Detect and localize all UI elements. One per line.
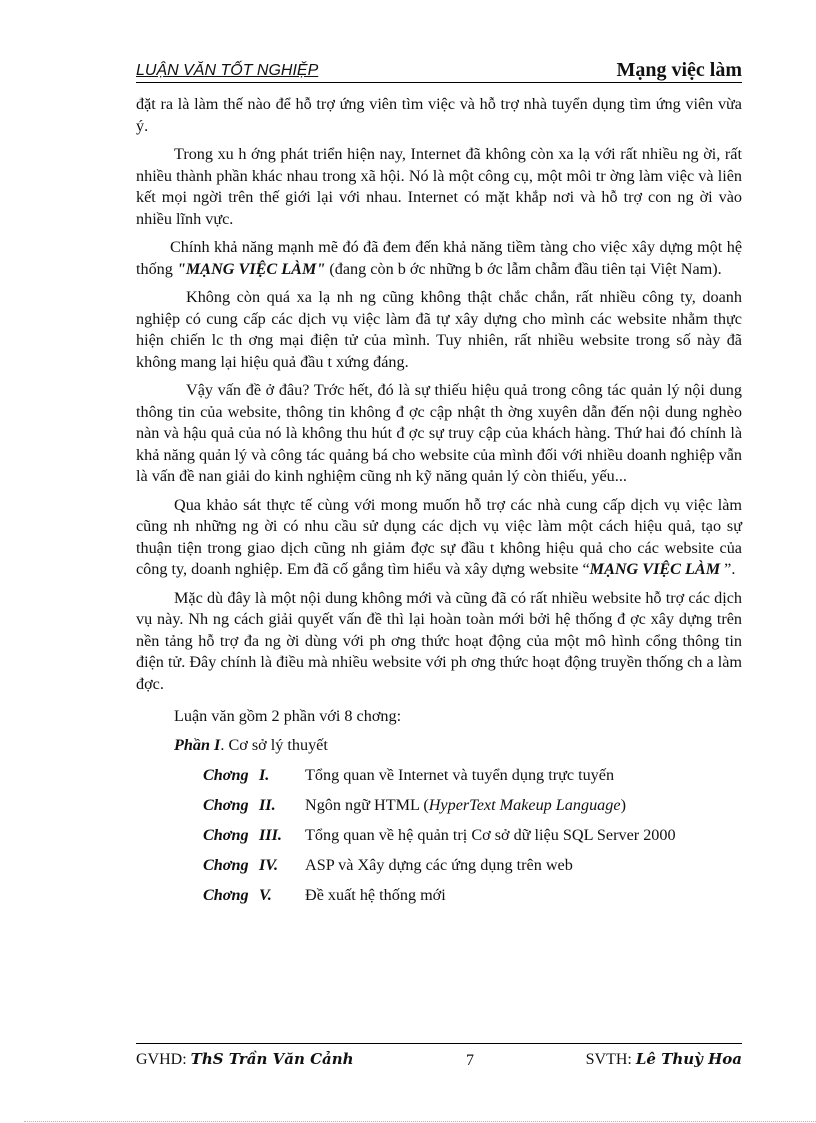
paragraph-3-emphasis: "MẠNG VIỆC LÀM": [176, 259, 326, 278]
chapter-title: [305, 790, 626, 820]
chapter-item: [203, 790, 742, 820]
page-edge-divider: [24, 1121, 816, 1122]
part-heading: [174, 731, 742, 760]
paragraph-3-text-b: (đang còn b ớc những b ớc lẫm chẫm đầu tiên tại Việt Nam).: [325, 259, 722, 278]
chapter-item: [203, 820, 742, 850]
chapter-item: [203, 850, 742, 880]
page-footer: [136, 1043, 742, 1074]
paragraph-3-text-a: Chính khả năng mạnh mẽ đó đã đem đến khả năng tiềm tàng cho việc xây dựng một hệ thống: [136, 238, 742, 278]
chapter-label: Chơng: [203, 886, 249, 904]
paragraph-6: [136, 495, 742, 581]
page-body: [136, 94, 742, 910]
chapter-label: Chơng: [203, 796, 249, 814]
chapter-label: Chơng: [203, 856, 249, 874]
part-label: Phần I: [174, 736, 221, 754]
chapter-number: I.: [259, 766, 270, 784]
chapter-item: [203, 880, 742, 910]
paragraph-4: Không còn quá xa lạ nh ng cũng không thật chắc chắn, rất nhiều công ty, doanh nghiệp có cung cấp các dịch vụ việc làm đã tự xây dựng cho mình các website nhằm thực hiện chiến lc th ơng mại điện tử của mình. Tuy nhiên, rất nhiều website trong số này đã không mang lại hiệu quả đầu t xứng đáng.: [136, 288, 742, 371]
paragraph-6-text-b: ”.: [720, 560, 736, 578]
chapter-title-b: ): [620, 796, 626, 814]
paragraph-1: đặt ra là làm thế nào để hỗ trợ ứng viên tìm việc và hỗ trợ nhà tuyển dụng tìm ứng viên vừa ý.: [136, 95, 742, 135]
paragraph-5: Vậy vấn đề ở đâu? Trớc hết, đó là sự thiếu hiệu quả trong công tác quản lý nội dung thông tin của website, thông tin không đ ợc cập nhật th ờng xuyên dẫn đến nội dung nghèo nàn và hậu quả của nó là không thu hút đ ợc sự truy cập của khách hàng. Thứ hai đó chính là khả năng quản lý và công tác quảng bá cho website của mình đối với nhiều doanh nghiệp vẫn là vấn đề nan giải do kinh nghiệm cũng nh kỹ năng quản lý còn thiếu, yếu...: [136, 381, 742, 485]
header-topic: Mạng việc làm: [616, 59, 742, 81]
chapter-title: ASP và Xây dựng các ứng dụng trên web: [305, 856, 573, 874]
footer-student: [586, 1050, 742, 1069]
paragraph-6-emphasis: MẠNG VIỆC LÀM: [589, 560, 721, 578]
chapter-title: Đề xuất hệ thống mới: [305, 886, 446, 904]
student-label: SVTH:: [585, 1051, 636, 1068]
outline-intro: Luận văn gồm 2 phần với 8 chơng:: [174, 707, 402, 725]
chapter-item: [203, 760, 742, 790]
paragraph-2: Trong xu h ớng phát triển hiện nay, Internet đã không còn xa lạ với rất nhiều ng ời, rất nhiều thành phần khác nhau trong xã hội. Nó là một công cụ, một môi tr ờng làm việc và liên kết mọi ngời trên thế giới lại với nhau. Internet có mặt khắp nơi và hỗ trợ con ng ời vào nhiều lĩnh vực.: [136, 145, 742, 228]
chapter-label: Chơng: [203, 826, 249, 844]
paragraph-6-text-a: Qua khảo sát thực tế cùng với mong muốn hỗ trợ các nhà cung cấp dịch vụ việc làm cũng nh những ng ời có nhu cầu sử dụng các dịch vụ việc làm một cách hiệu quả, tạo sự thuận tiện trong giao dịch cũng nh giảm đợc sự đầu t không hiệu quả cho các website của công ty, doanh nghiệp. Em đã cố gắng tìm hiểu và xây dựng website “: [136, 495, 742, 578]
page-number: 7: [466, 1052, 474, 1069]
chapter-number: III.: [259, 826, 282, 844]
chapter-number: II.: [259, 796, 276, 814]
thesis-outline: [174, 702, 742, 910]
chapter-title: Tổng quan về hệ quản trị Cơ sở dữ liệu SQL Server 2000: [305, 826, 676, 844]
paragraph-7: Mặc dù đây là một nội dung không mới và cũng đã có rất nhiều website hỗ trợ các dịch vụ này. Nh ng cách giải quyết vấn đề thì lại hoàn toàn mới bởi hệ thống đ ợc xây dựng trên nền tảng hỗ trợ đa ng ời dùng với ph ơng thức hoạt động của một mô hình cổng thông tin điện tử. Đây chính là điều mà nhiều website với ph ơng thức hoạt động truyền thống ch a làm đợc.: [136, 588, 742, 693]
part-title: . Cơ sở lý thuyết: [220, 736, 328, 754]
chapter-title-emphasis: HyperText Makeup Language: [428, 796, 621, 814]
chapter-number: V.: [259, 886, 272, 904]
advisor-label: GVHD:: [136, 1051, 191, 1068]
chapter-number: IV.: [259, 856, 279, 874]
page-header: [136, 58, 742, 83]
chapter-label: Chơng: [203, 766, 249, 784]
advisor-name: ThS Trần Văn Cảnh: [190, 1050, 354, 1068]
chapter-title-a: Ngôn ngữ HTML (: [305, 796, 429, 814]
header-thesis-title: LUẬN VĂN TỐT NGHIỆP: [136, 62, 319, 79]
footer-advisor: [136, 1050, 354, 1069]
paragraph-3: [136, 237, 742, 280]
chapter-title: Tổng quan về Internet và tuyển dụng trực tuyến: [305, 766, 615, 784]
student-name: Lê Thuỳ Hoa: [635, 1050, 742, 1068]
